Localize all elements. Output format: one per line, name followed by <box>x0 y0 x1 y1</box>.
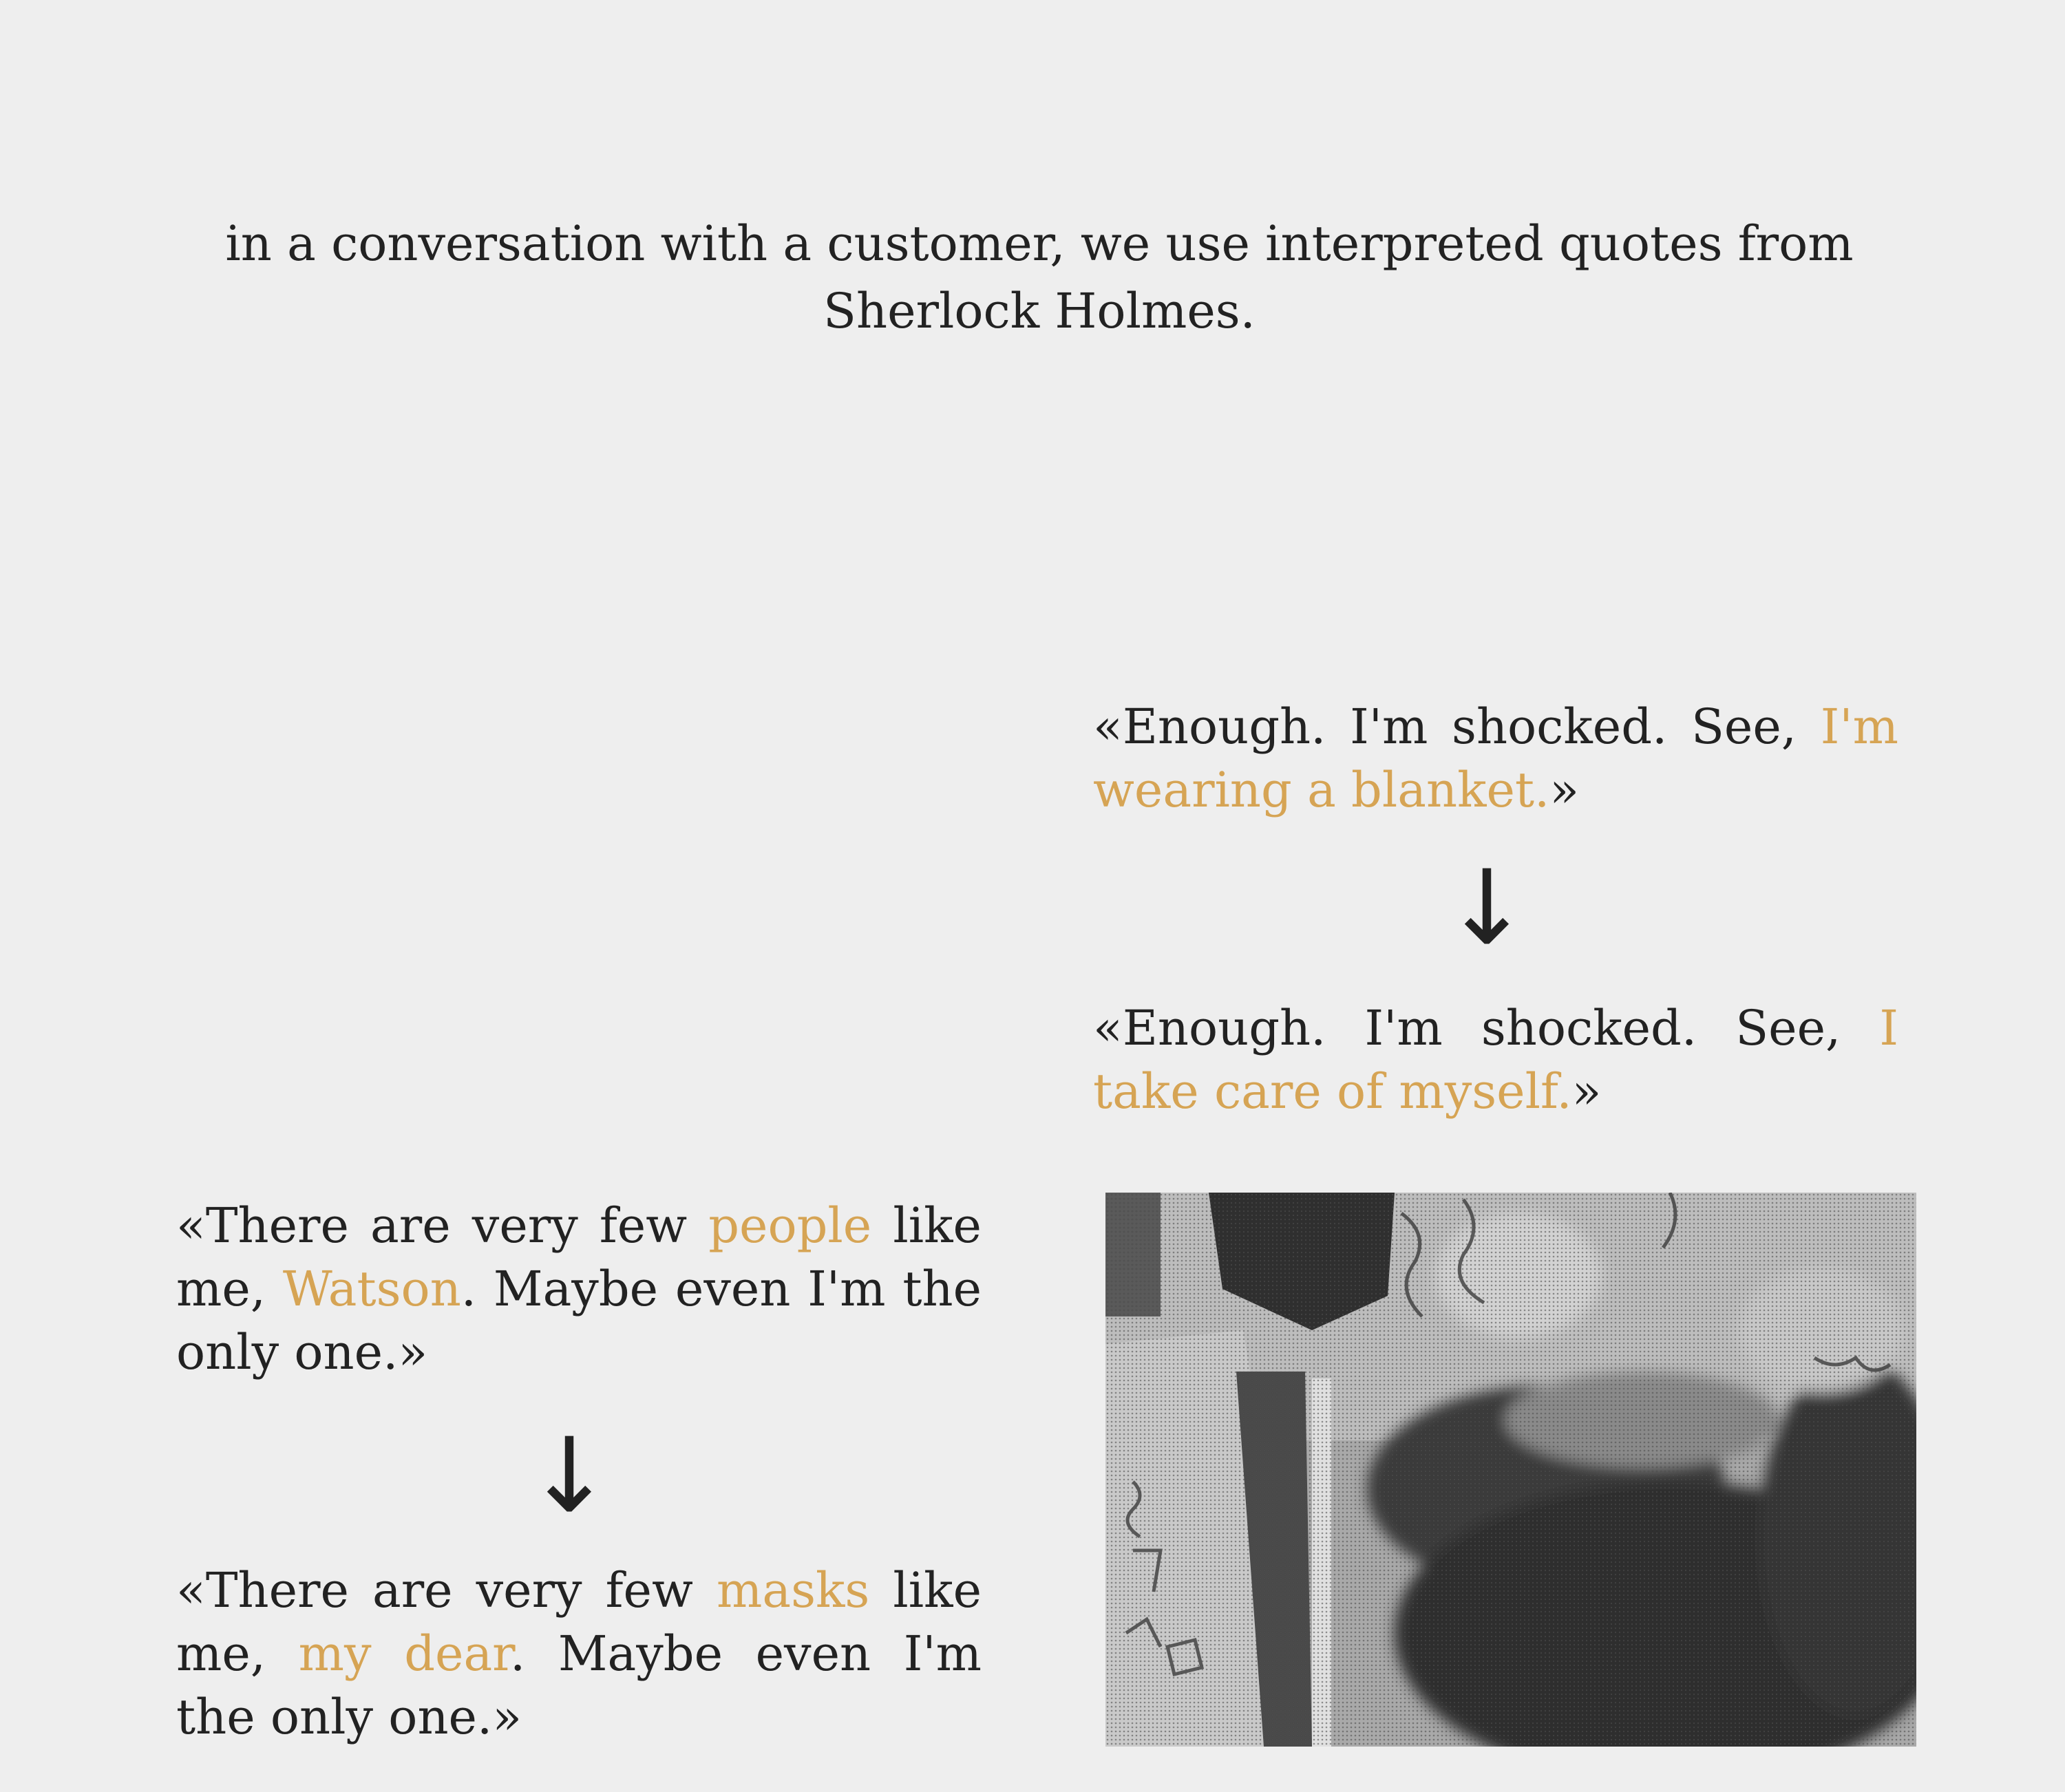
quote-interpreted-care <box>1093 996 1898 1123</box>
quote-close-mark: » <box>398 1324 428 1380</box>
quote-interpreted-masks <box>176 1559 982 1749</box>
quote-text-after: . Maybe even I'm the only one. <box>176 1261 982 1380</box>
quote-close-mark: » <box>1571 1063 1602 1120</box>
quote-highlight: I'm wearing a blanket. <box>1093 698 1898 818</box>
quote-original-watson <box>176 1194 982 1384</box>
arrow-down-icon: ↓ <box>526 1416 613 1536</box>
quote-open-mark: « <box>176 1562 206 1619</box>
quote-highlight-1: people <box>708 1197 872 1254</box>
quote-close-mark: » <box>492 1689 522 1745</box>
quote-text: There are very few <box>205 1197 709 1254</box>
quote-text: Enough. I'm shocked. See, <box>1122 698 1821 755</box>
quote-highlight-2: my dear <box>298 1625 510 1682</box>
intro-text: in a conversation with a customer, we use interpreted quotes from Sherlock Holmes. <box>225 215 1854 339</box>
quote-highlight-1: masks <box>716 1562 870 1619</box>
quote-text: There are very few <box>205 1562 717 1619</box>
arrow-down-icon: ↓ <box>1443 849 1530 968</box>
halftone-photo <box>1105 1193 1916 1747</box>
quote-text: Enough. I'm shocked. See, <box>1122 1000 1880 1056</box>
quote-open-mark: « <box>1093 698 1123 755</box>
quote-open-mark: « <box>176 1197 206 1254</box>
quote-text-after: . Maybe even I'm the only one. <box>176 1625 982 1745</box>
quote-open-mark: « <box>1093 1000 1123 1056</box>
quote-text-middle: like me, <box>176 1562 982 1682</box>
halftone-photo-graphic <box>1105 1193 1916 1747</box>
quote-highlight-2: Watson <box>282 1261 461 1317</box>
quote-highlight: I take care of myself. <box>1093 1000 1898 1120</box>
quote-text-middle: like me, <box>176 1197 982 1317</box>
quote-original-blanket <box>1093 695 1898 822</box>
quote-close-mark: » <box>1549 762 1580 818</box>
